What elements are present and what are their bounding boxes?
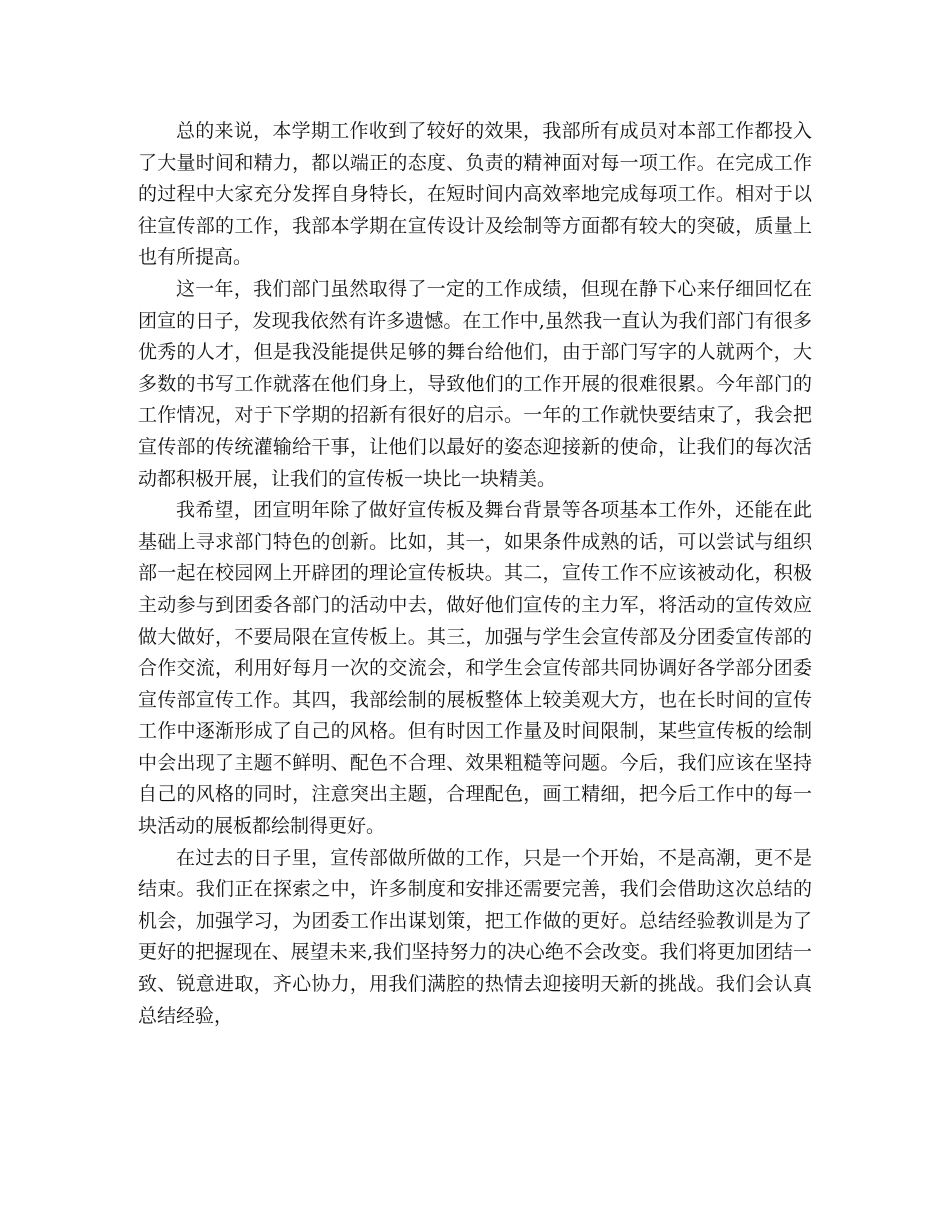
- paragraph-1: 总的来说，本学期工作收到了较好的效果，我部所有成员对本部工作都投入了大量时间和精力，都以端正的态度、负责的精神面对每一项工作。在完成工作的过程中大家充分发挥自身特长，在短时间内高效率地完成每项工作。相对于以往宣传部的工作，我部本学期在宣传设计及绘制等方面都有较大的突破，质量上也有所提高。: [138, 120, 812, 269]
- paragraph-3: 我希望，团宣明年除了做好宣传板及舞台背景等各项基本工作外，还能在此基础上寻求部门特色的创新。比如，其一，如果条件成熟的话，可以尝试与组织部一起在校园网上开辟团的理论宣传板块。其二，宣传工作不应该被动化，积极主动参与到团委各部门的活动中去，做好他们宣传的主力军，将活动的宣传效应做大做好，不要局限在宣传板上。其三，加强与学生会宣传部及分团委宣传部的合作交流，利用好每月一次的交流会，和学生会宣传部共同协调好各学部分团委宣传部宣传工作。其四，我部绘制的展板整体上较美观大方，也在长时间的宣传工作中逐渐形成了自己的风格。但有时因工作量及时间限制，某些宣传板的绘制中会出现了主题不鲜明、配色不合理、效果粗糙等问题。今后，我们应该在坚持自己的风格的同时，注意突出主题，合理配色，画工精细，把今后工作中的每一块活动的展板都绘制得更好。: [138, 499, 812, 838]
- paragraph-4: 在过去的日子里，宣传部做所做的工作，只是一个开始，不是高潮，更不是结束。我们正在探索之中，许多制度和安排还需要完善，我们会借助这次总结的机会，加强学习，为团委工作出谋划策，把工作做的更好。总结经验教训是为了更好的把握现在、展望未来,我们坚持努力的决心绝不会改变。我们将更加团结一致、锐意进取，齐心协力，用我们满腔的热情去迎接明天新的挑战。我们会认真总结经验，: [138, 846, 812, 1027]
- paragraph-2: 这一年，我们部门虽然取得了一定的工作成绩，但现在静下心来仔细回忆在团宣的日子，发现我依然有许多遗憾。在工作中,虽然我一直认为我们部门有很多优秀的人才，但是我没能提供足够的舞台给他们，由于部门写字的人就两个，大多数的书写工作就落在他们身上，导致他们的工作开展的很难很累。今年部门的工作情况，对于下学期的招新有很好的启示。一年的工作就快要结束了，我会把宣传部的传统灌输给干事，让他们以最好的姿态迎接新的使命，让我们的每次活动都积极开展，让我们的宣传板一块比一块精美。: [138, 277, 812, 490]
- document-body: [138, 116, 812, 1032]
